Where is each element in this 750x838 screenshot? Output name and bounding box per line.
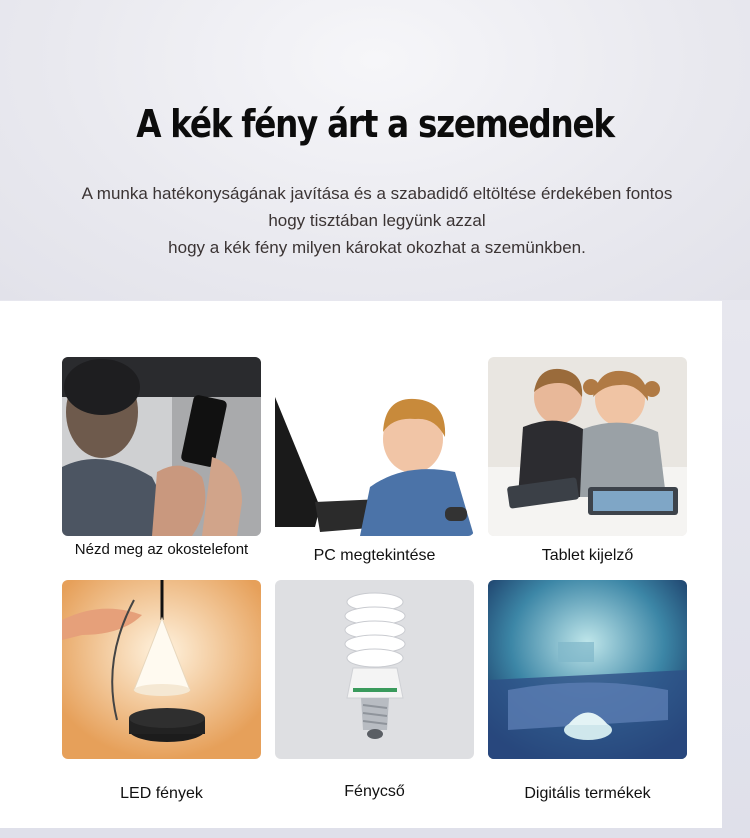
caption-fluorescent: Fénycső (344, 783, 405, 800)
subtitle-line: A munka hatékonyságának javítása és a szabadidő eltöltése érdekében fontos (81, 184, 673, 203)
fluorescent-bulb-photo (275, 580, 474, 759)
caption-smartphone: Nézd meg az okostelefont (74, 541, 249, 558)
caption-tablet: Tablet kijelző (541, 547, 634, 564)
tablet-children-photo (488, 357, 687, 536)
subtitle-line: hogy tisztában legyünk azzal (268, 211, 486, 230)
image-grid-panel (0, 301, 722, 828)
subtitle (20, 180, 734, 261)
caption-led: LED fények (120, 785, 203, 802)
laptop-child-photo (275, 357, 474, 536)
caption-digital: Digitális termékek (524, 785, 651, 802)
led-lamp-photo (62, 580, 261, 759)
blue-room-projector-photo (488, 580, 687, 759)
subtitle-line: hogy a kék fény milyen károkat okozhat a szemünkben. (168, 238, 586, 257)
caption-pc: PC megtekintése (313, 547, 436, 564)
page-title: A kék fény árt a szemednek (136, 102, 614, 146)
smartphone-photo (62, 357, 261, 536)
